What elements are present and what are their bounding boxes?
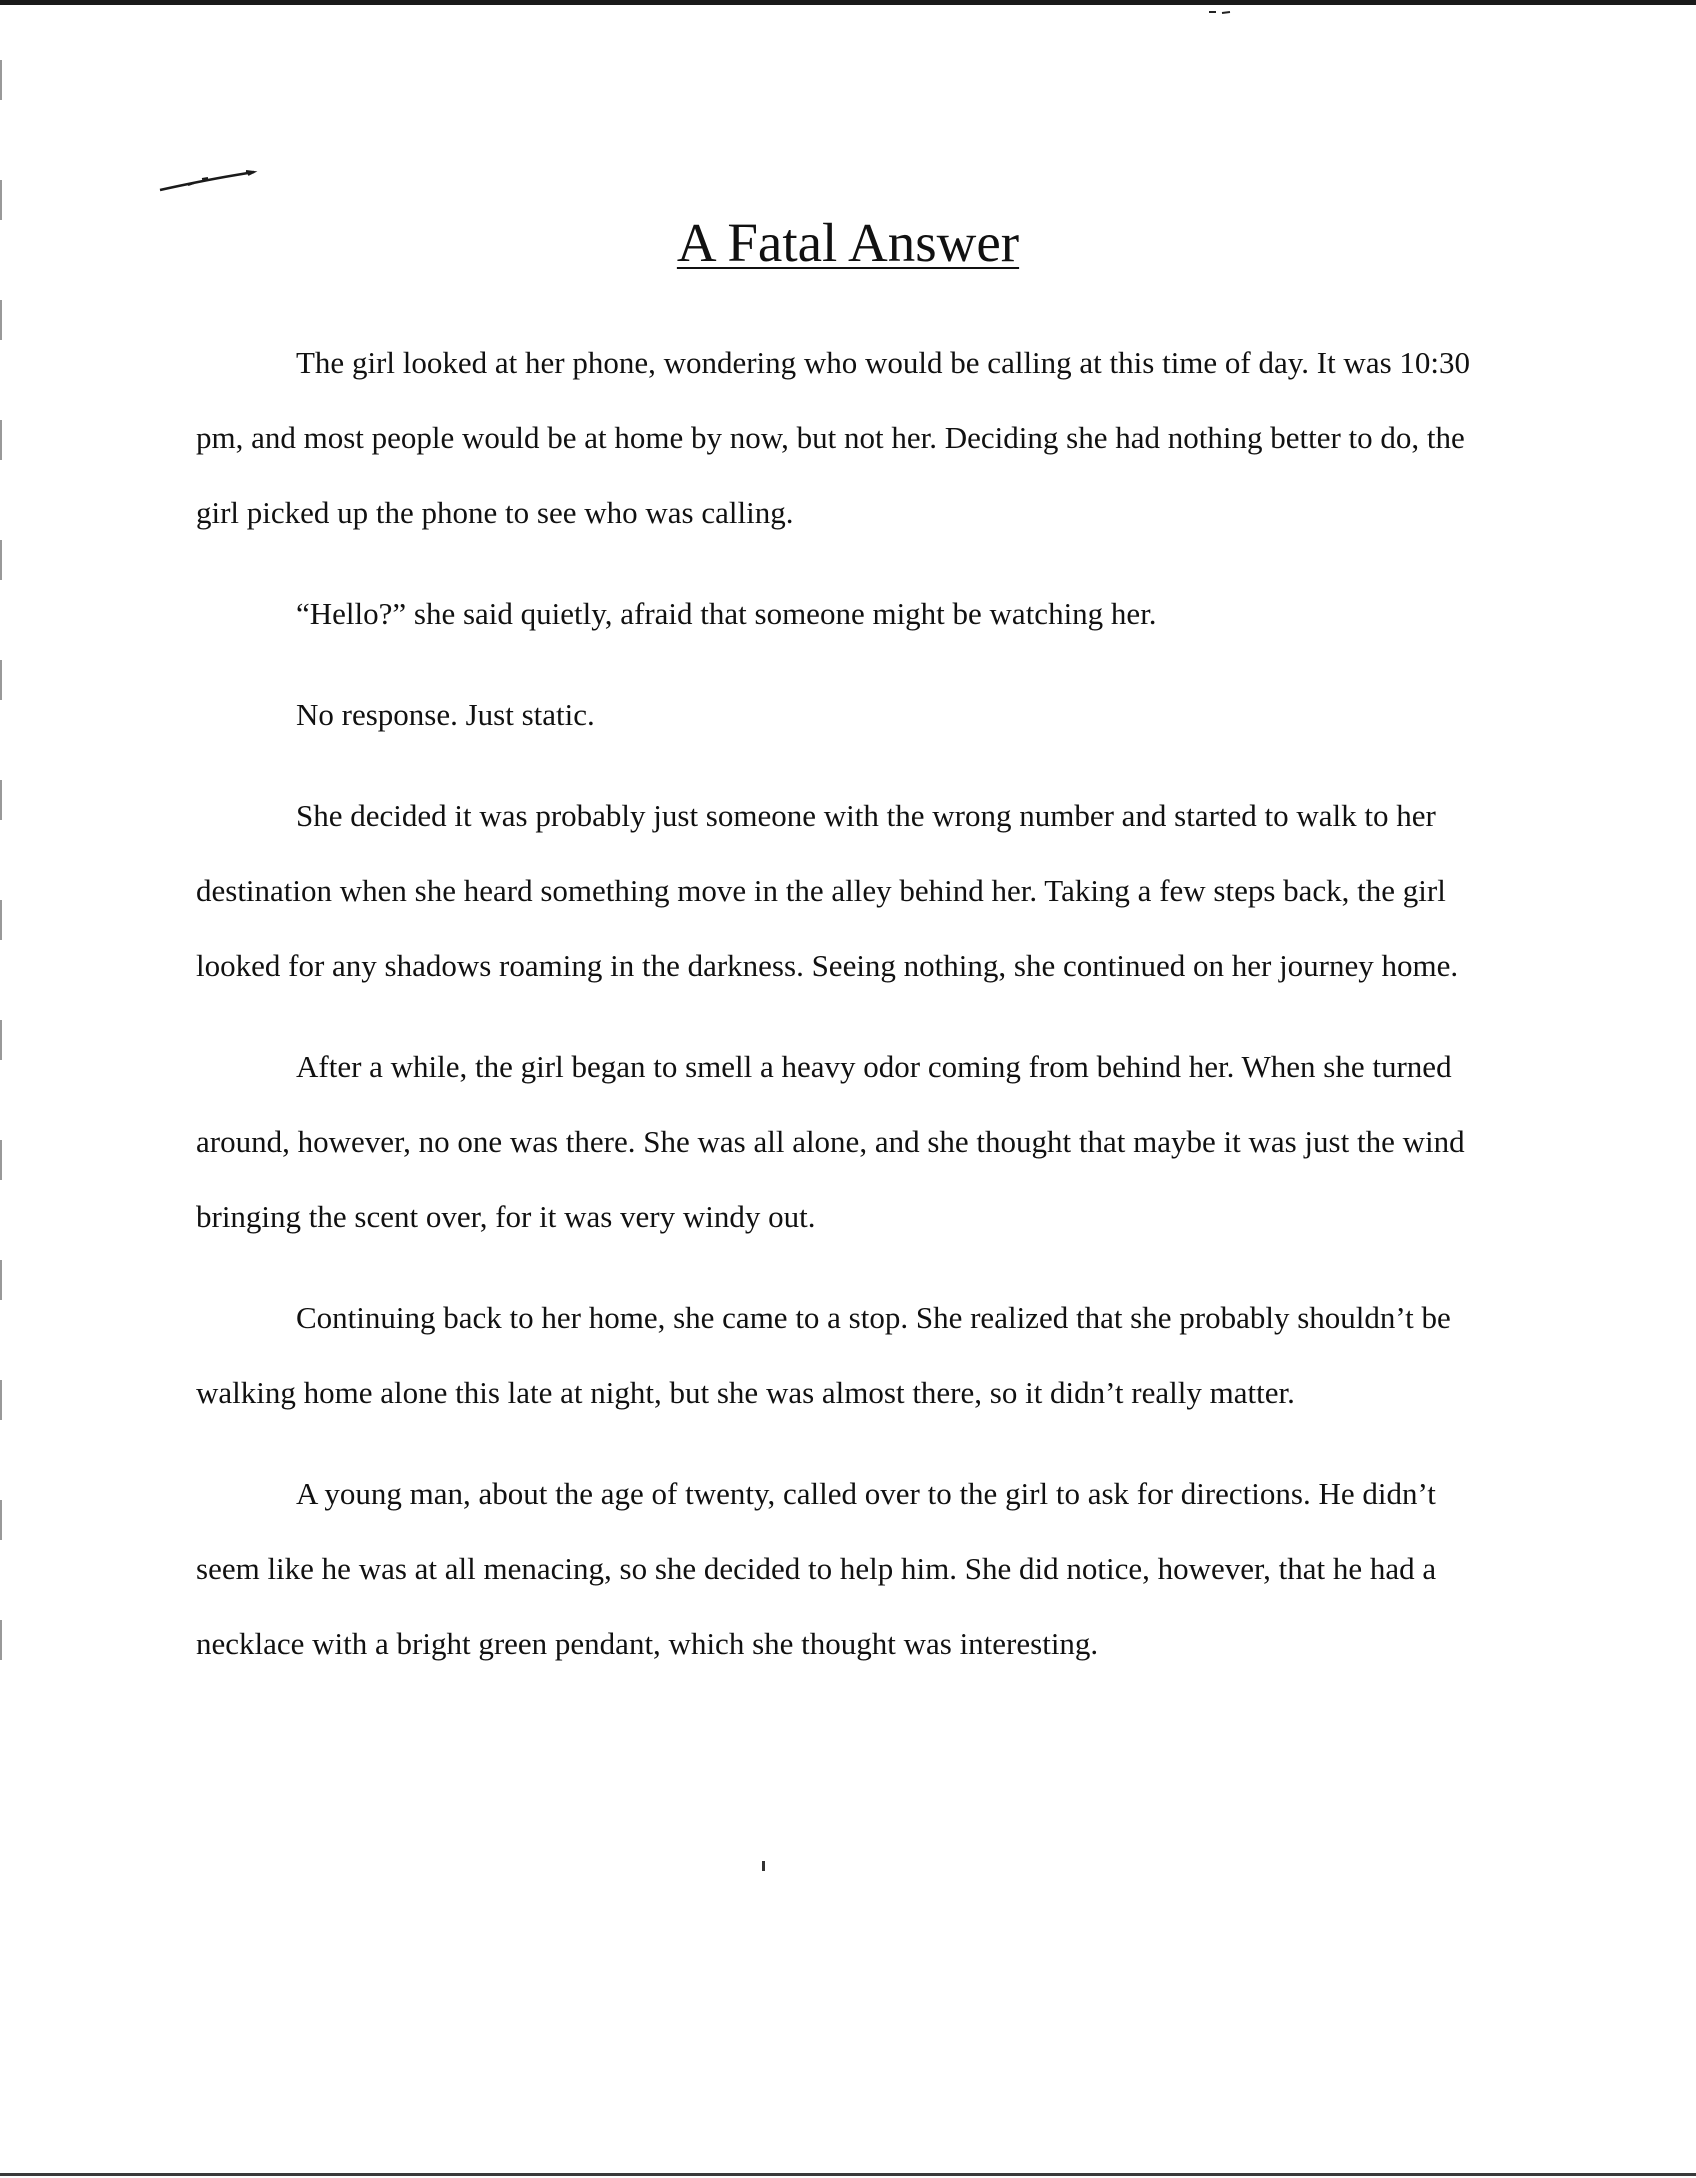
stray-ink-mark [762, 1861, 765, 1871]
paragraph-1: The girl looked at her phone, wondering who would be calling at this time of day. It was 10:30 pm, and most people would be at home by now, but not her. Deciding she had nothing better to do, the girl picked up the phone to see who was calling. [196, 345, 1471, 530]
paragraph-4: She decided it was probably just someone with the wrong number and started to walk to her destination when she heard something move in the alley behind her. Taking a few steps back, the girl looked for any shadows roaming in the darkness. Seeing nothing, she continued on her journey home. [196, 798, 1459, 983]
paragraph-5: After a while, the girl began to smell a heavy odor coming from behind her. When she turned around, however, no one was there. She was all alone, and she thought that maybe it was just the wind bringing the scent over, for it was very windy out. [196, 1049, 1465, 1234]
paragraph-7: A young man, about the age of twenty, called over to the girl to ask for directions. He didn’t seem like he was at all menacing, so she decided to help him. She did notice, however, that he had a necklace with a bright green pendant, which she thought was interesting. [196, 1476, 1437, 1661]
scan-border-bottom [0, 2173, 1696, 2176]
pen-scribble-icon [158, 166, 258, 196]
scan-border-left [0, 60, 2, 1660]
scan-border-top [0, 0, 1696, 5]
paragraph-3: No response. Just static. [296, 697, 595, 732]
paragraph-6: Continuing back to her home, she came to a stop. She realized that she probably shouldn’t be walking home alone this late at night, but she was almost there, so it didn’t really matter. [196, 1300, 1451, 1410]
story-body [196, 325, 1506, 1707]
document-title: A Fatal Answer [676, 212, 1020, 273]
scan-speck-icon [1208, 10, 1238, 18]
paragraph-2: “Hello?” she said quietly, afraid that someone might be watching her. [296, 596, 1157, 631]
